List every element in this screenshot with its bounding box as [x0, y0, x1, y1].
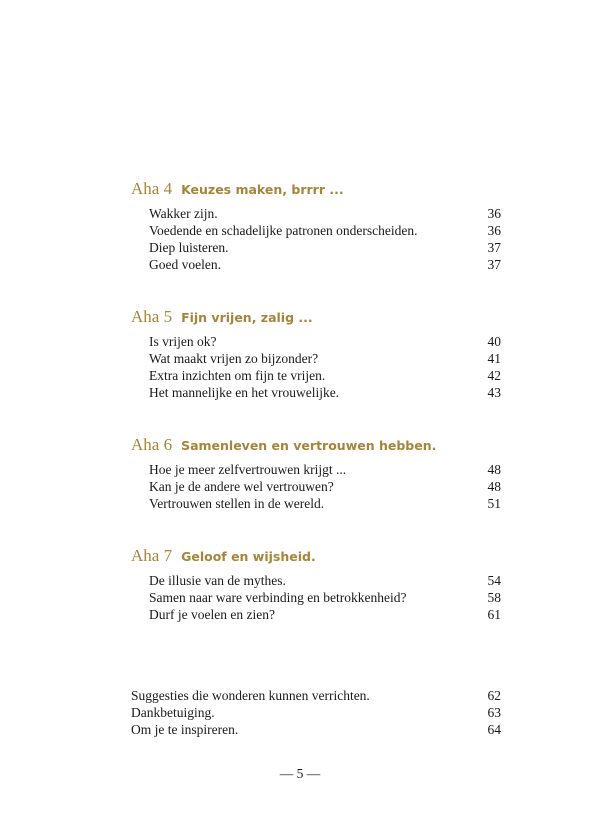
entry-page: 36: [487, 206, 501, 221]
chapter-title: Fijn vrijen, zalig ...: [181, 310, 313, 325]
chapter-heading: [131, 546, 501, 568]
chapter-section: [131, 435, 501, 512]
entry-title: Suggesties die wonderen kunnen verrichten.: [131, 688, 370, 703]
entry-title: Hoe je meer zelfvertrouwen krijgt ...: [149, 462, 347, 477]
entry-title: Kan je de andere wel vertrouwen?: [149, 479, 334, 494]
toc-entry: [149, 495, 501, 512]
entry-page: 36: [487, 223, 501, 238]
table-of-contents: [131, 179, 501, 738]
entry-page: 43: [487, 385, 501, 400]
entry-page: 41: [487, 351, 501, 366]
entry-list: [149, 461, 501, 512]
toc-entry: [149, 589, 501, 606]
toc-entry: [149, 333, 501, 350]
entry-page: 42: [487, 368, 501, 383]
toc-entry: [149, 256, 501, 273]
entry-page: 58: [487, 590, 501, 605]
toc-entry: [149, 350, 501, 367]
entry-title: De illusie van de mythes.: [149, 573, 286, 588]
entry-page: 37: [487, 240, 501, 255]
entry-title: Om je te inspireren.: [131, 722, 239, 737]
entry-title: Het mannelijke en het vrouwelijke.: [149, 385, 340, 400]
toc-entry: [149, 222, 501, 239]
toc-entry: [149, 205, 501, 222]
chapter-label: Aha 4: [131, 179, 173, 198]
chapter-list: [131, 179, 501, 623]
entry-list: [149, 333, 501, 401]
chapter-label: Aha 7: [131, 546, 173, 565]
toc-entry: [149, 384, 501, 401]
chapter-title: Geloof en wijsheid.: [181, 549, 316, 564]
entry-title: Voedende en schadelijke patronen onderscheiden.: [149, 223, 418, 238]
chapter-title: Samenleven en vertrouwen hebben.: [181, 438, 437, 453]
entry-list: [149, 205, 501, 273]
entry-page: 51: [487, 496, 501, 511]
entry-page: 37: [487, 257, 501, 272]
chapter-heading: [131, 179, 501, 201]
toc-entry: [149, 606, 501, 623]
appendix-list: [131, 687, 501, 738]
toc-entry: [149, 572, 501, 589]
entry-title: Diep luisteren.: [149, 240, 229, 255]
chapter-section: [131, 546, 501, 623]
toc-entry: [149, 367, 501, 384]
entry-page: 62: [487, 688, 501, 703]
entry-page: 40: [487, 334, 501, 349]
chapter-label: Aha 5: [131, 307, 173, 326]
chapter-heading: [131, 435, 501, 457]
entry-title: Goed voelen.: [149, 257, 221, 272]
entry-title: Dankbetuiging.: [131, 705, 215, 720]
toc-entry: [149, 239, 501, 256]
entry-page: 54: [487, 573, 501, 588]
entry-title: Wat maakt vrijen zo bijzonder?: [149, 351, 319, 366]
page-number: — 5 —: [279, 766, 321, 781]
chapter-section: [131, 179, 501, 273]
chapter-title: Keuzes maken, brrrr ...: [181, 182, 344, 197]
chapter-label: Aha 6: [131, 435, 173, 454]
toc-entry: [131, 687, 501, 704]
toc-entry: [131, 721, 501, 738]
entry-page: 63: [487, 705, 501, 720]
chapter-heading: [131, 307, 501, 329]
entry-page: 48: [487, 479, 501, 494]
entry-page: 61: [487, 607, 501, 622]
entry-title: Vertrouwen stellen in de wereld.: [149, 496, 325, 511]
entry-title: Wakker zijn.: [149, 206, 218, 221]
entry-page: 64: [487, 722, 501, 737]
toc-entry: [149, 461, 501, 478]
entry-title: Durf je voelen en zien?: [149, 607, 275, 622]
entry-title: Extra inzichten om fijn te vrijen.: [149, 368, 326, 383]
chapter-section: [131, 307, 501, 401]
entry-title: Is vrijen ok?: [149, 334, 217, 349]
toc-entry: [149, 478, 501, 495]
toc-entry: [131, 704, 501, 721]
entry-title: Samen naar ware verbinding en betrokkenheid?: [149, 590, 407, 605]
entry-page: 48: [487, 462, 501, 477]
entry-list: [149, 572, 501, 623]
